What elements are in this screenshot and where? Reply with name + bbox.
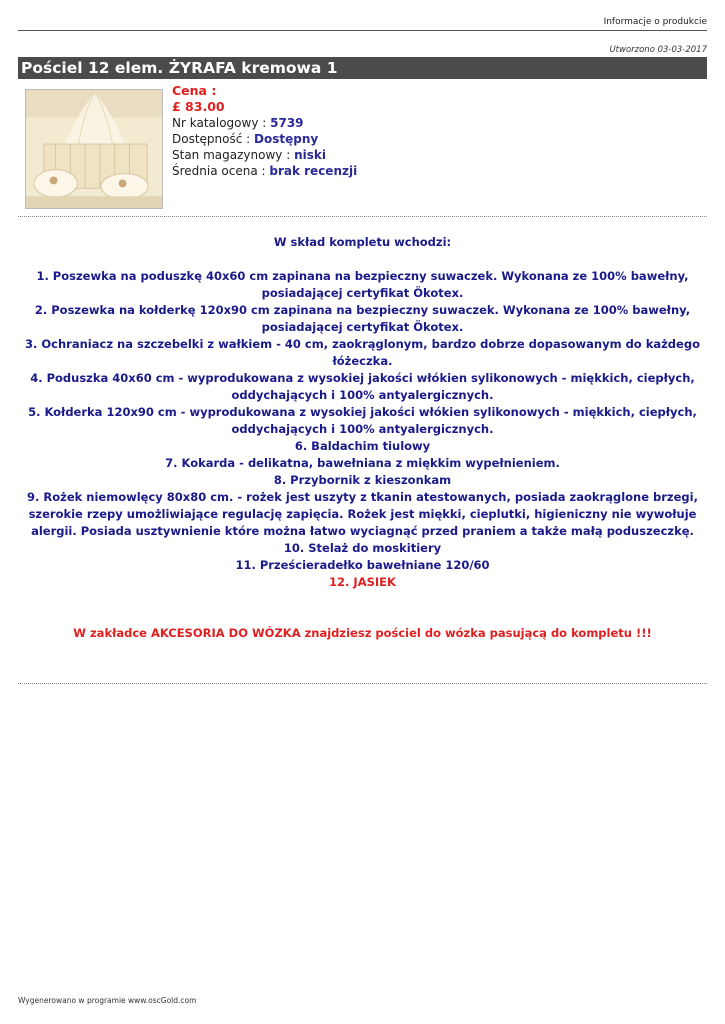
stock-label: Stan magazynowy : [172,148,291,162]
product-description [18,234,707,642]
footer-credit: Wygenerowano w programie www.oscGold.com [18,996,197,1005]
section-header: Informacje o produkcie [603,17,707,27]
list-item: 4. Poduszka 40x60 cm - wyprodukowana z wysokiej jakości włókien sylikonowych - miękkich, ciepłych, oddychających i 100% antyalergicznych. [30,371,695,402]
list-item: 6. Baldachim tiulowy [294,439,431,453]
list-item: 7. Kokarda - delikatna, bawełniana z miękkim wypełnieniem. [165,456,560,470]
list-item: 11. Prześcieradełko bawełniane 120/60 [235,558,490,572]
availability-value: Dostępny [254,132,319,146]
rating-value: brak recenzji [269,164,358,178]
list-item-highlight: 12. JASIEK [329,575,396,589]
availability-row [172,131,357,147]
divider-bottom [18,683,707,684]
list-item: 3. Ochraniacz na szczebelki z wałkiem - 40 cm, zaokrąglonym, bardzo dobrze dopasowanym do każdego łóżeczka. [25,337,700,368]
product-title: Pościel 12 elem. ŻYRAFA kremowa 1 [18,57,707,79]
created-date: Utworzono 03-03-2017 [609,45,707,55]
divider-top [18,216,707,217]
list-item: 5. Kołderka 120x90 cm - wyprodukowana z wysokiej jakości włókien sylikonowych - miękkich, ciepłych, oddychających i 100% antyalergicznych. [28,405,697,436]
list-item: 1. Poszewka na poduszkę 40x60 cm zapinana na bezpieczny suwaczek. Wykonana ze 100% bawełny, posiadającej certyfikat Ökotex. [36,269,689,300]
product-photo-icon [25,89,163,209]
price-label: Cena : [172,83,217,98]
stock-value: niski [294,148,326,162]
product-info [172,83,357,179]
catalog-value: 5739 [270,116,304,130]
price-value: £ 83.00 [172,99,225,114]
stock-row [172,147,357,163]
list-item: 8. Przybornik z kieszonkam [273,473,452,487]
list-item: 2. Poszewka na kołderkę 120x90 cm zapinana na bezpieczny suwaczek. Wykonana ze 100% bawełny, posiadającej certyfikat Ökotex. [34,303,691,334]
rating-row [172,163,357,179]
list-item: 9. Rożek niemowlęcy 80x80 cm. - rożek jest uszyty z tkanin atestowanych, posiada zaokrąglone brzegi, szerokie rzepy umożliwiające regulację zapięcia. Rożek jest miękki, cieplutki, higieniczny nie wywołuje alergii. Posiada usztywnienie które można łatwo wyciagnąć przed praniem a także małą poduszeczkę. [27,490,698,538]
description-heading: W skład kompletu wchodzi: [273,235,452,249]
header-divider [18,30,707,31]
list-item: 10. Stelaż do moskitiery [283,541,442,555]
accessories-notice: W zakładce AKCESORIA DO WÓZKA znajdziesz pościel do wózka pasującą do kompletu !!! [73,626,652,640]
availability-label: Dostępność : [172,132,251,146]
catalog-label: Nr katalogowy : [172,116,267,130]
catalog-row [172,115,357,131]
rating-label: Średnia ocena : [172,164,266,178]
